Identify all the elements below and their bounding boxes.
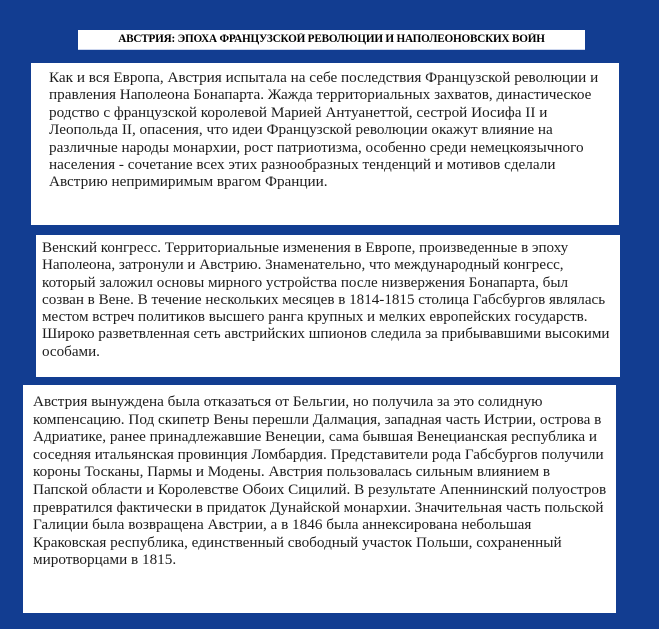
title-banner [78,30,585,50]
paragraph-territorial-changes: Австрия вынуждена была отказаться от Бельгии, но получила за это солидную компенсацию. Под скипетр Вены перешли Далмация, западная часть Истрии, острова в Адриатике, ранее принадлежавшие Венеции, сама бывшая Венецианская республика и соседняя итальянская провинция Ломбардия. Представители рода Габсбургов получили короны Тосканы, Пармы и Модены. Австрия пользовалась сильным влиянием в Папской области и Королевстве Обоих Сицилий. В результате Апеннинский полуостров превратился фактически в придаток Дунайской монархии. Значительная часть польской Галиции была возвращена Австрии, а в 1846 была аннексирована небольшая Краковская республика, единственный свободный участок Польши, сохраненный миротворцами в 1815. [33,393,607,569]
text-block-territorial-changes [23,385,616,613]
text-block-french-revolution [31,63,619,225]
paragraph-french-revolution: Как и вся Европа, Австрия испытала на себе последствия Французской революции и правления Наполеона Бонапарта. Жажда территориальных захватов, династическое родство с французской королевой Марией Антуанеттой, сестрой Иосифа II и Леопольда II, опасения, что идеи Французской революции окажут влияние на различные народы монархии, рост патриотизма, особенно среди немецкоязычного населения - сочетание всех этих разнообразных тенденций и мотивов сделали Австрию непримиримым врагом Франции. [49,69,599,191]
text-block-vienna-congress [36,235,620,377]
paragraph-vienna-congress: Венский конгресс. Территориальные изменения в Европе, произведенные в эпоху Наполеона, затронули и Австрию. Знаменательно, что международный конгресс, который заложил основы мирного устройства после низвержения Бонапарта, был созван в Вене. В течение нескольких месяцев в 1814-1815 столица Габсбургов являлась местом встреч политиков высшего ранга крупных и мелких европейских государств. Широко разветвленная сеть австрийских шпионов следила за прибывавшими высокими особами. [42,240,610,360]
page-title: АВСТРИЯ: ЭПОХА ФРАНЦУЗСКОЙ РЕВОЛЮЦИИ И НАПОЛЕОНОВСКИХ ВОЙН [118,33,545,45]
